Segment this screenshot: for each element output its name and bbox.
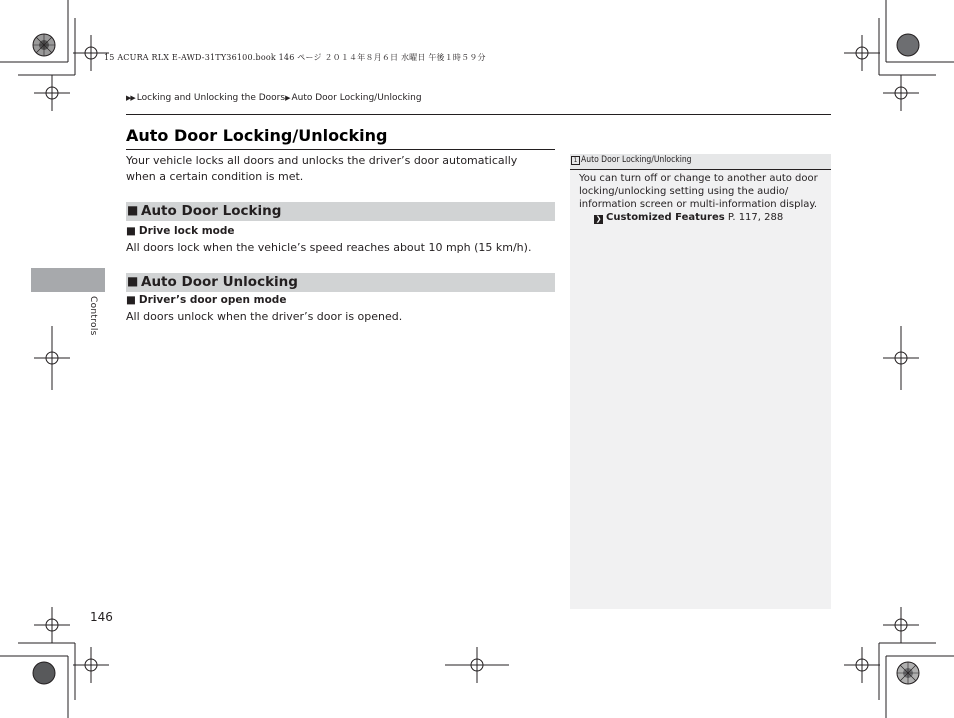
section-heading-auto-door-locking: [126, 202, 555, 221]
reference-pages: P. 117, 288: [727, 212, 784, 223]
breadcrumb: [126, 93, 422, 103]
subheading-text: Drive lock mode: [138, 225, 235, 237]
page-number: 146: [90, 610, 113, 624]
breadcrumb-current: Auto Door Locking/Unlocking: [291, 93, 422, 103]
note-heading-text: Auto Door Locking/Unlocking: [581, 155, 692, 165]
section-body-text: All doors lock when the vehicle’s speed reaches about 10 mph (15 km/h).: [126, 241, 532, 254]
chapter-tab: [31, 268, 105, 292]
printer-slug-line: 15 ACURA RLX E-AWD-31TY36100.book 146 ページ ２０１４年８月６日 水曜日 午後１時５９分: [104, 53, 486, 62]
note-text: You can turn off or change to another auto door locking/unlocking setting using the audio/ information screen or multi-information display.: [579, 173, 818, 210]
title-rule: [126, 149, 555, 150]
subheading-text: Driver’s door open mode: [138, 294, 287, 306]
section-heading-auto-door-unlocking: [126, 273, 555, 292]
header-rule: [126, 114, 831, 115]
square-bullet-icon: ■: [126, 225, 136, 237]
section-body-text: All doors unlock when the driver’s door is opened.: [126, 310, 403, 323]
intro-paragraph: Your vehicle locks all doors and unlocks the driver’s door automatically when a certain condition is met.: [126, 154, 518, 183]
page-title: Auto Door Locking/Unlocking: [126, 126, 388, 145]
note-heading: [570, 154, 831, 170]
section-heading-text: Auto Door Unlocking: [141, 274, 298, 290]
breadcrumb-parent-link[interactable]: Locking and Unlocking the Doors: [136, 93, 286, 103]
reference-arrow-icon: ❯: [595, 215, 602, 223]
square-bullet-icon: ■: [127, 274, 139, 288]
cross-reference-link[interactable]: [594, 212, 783, 224]
note-icon: 1: [571, 156, 580, 165]
breadcrumb-separator: ▶: [285, 94, 290, 102]
square-bullet-icon: ■: [126, 294, 136, 306]
subheading-drivers-door-open-mode: [126, 294, 286, 306]
section-heading-text: Auto Door Locking: [141, 203, 282, 219]
subheading-drive-lock-mode: [126, 225, 235, 237]
reference-title: Customized Features: [606, 212, 725, 223]
chapter-tab-label: Controls: [88, 296, 98, 336]
breadcrumb-marker: ▶▶: [126, 94, 135, 102]
square-bullet-icon: ■: [127, 203, 139, 217]
